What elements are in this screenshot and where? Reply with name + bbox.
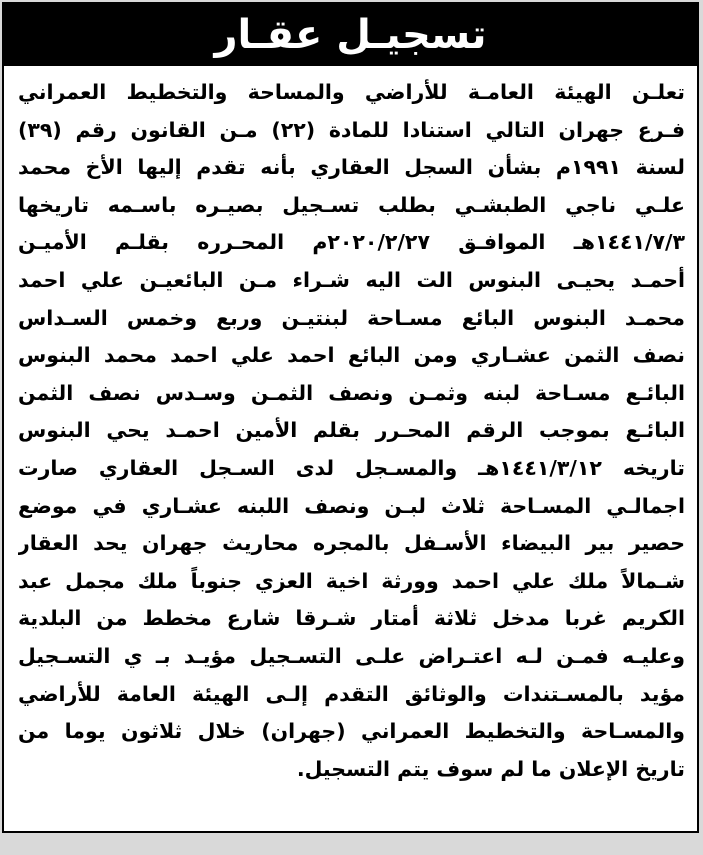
notice-line: لسنة ١٩٩١م بشأن السجل العقاري بأنه تقدم إليها الأخ محمد (18, 155, 685, 180)
notice-line: فـرع جهران التالي استنادا للمادة (٢٢) مـن القانون رقم (٣٩) (18, 117, 685, 142)
notice-line: حصير بير البيضاء الأسـفل بالمجره محاريث جهران يحد العقار (18, 531, 685, 556)
notice-line: البائـع مسـاحة لبنه وثمـن ونصف الثمـن وسـدس نصف الثمن (18, 380, 685, 405)
notice-line: البائـع بموجب الرقم المحـرر بقلم الأمين احمـد يحي البنوس (18, 418, 685, 443)
notice-line: شـمالاً ملك علي احمد وورثة اخية العزي جنوباً ملك مجمل عبد (18, 568, 685, 593)
notice-title: تسجيـل عقـار (214, 12, 487, 58)
notice-line: اجمالـي المسـاحة ثلاث لبـن ونصف اللبنه عشـاري في موضع (18, 493, 685, 518)
notice-line: الكريم غربا مدخل ثلاثة أمتار شـرقا شارع مخطط من البلدية (18, 606, 685, 631)
notice-line: ١٤٤١/٧/٣هـ الموافـق ٢٠٢٠/٢/٢٧م المحـرره بقلـم الأميـن (18, 230, 685, 255)
notice-header (4, 4, 697, 66)
notice-line: تاريخه ١٤٤١/٣/١٢هـ والمسـجل لدى السـجل العقاري صارت (18, 455, 685, 480)
notice-line: محمـد البنوس البائع مسـاحة لبنتيـن وربع وخمس السـداس (18, 305, 685, 330)
notice-line: مؤيد بالمسـتندات والوثائق التقدم إلـى الهيئة العامة للأراضي (18, 681, 685, 706)
notice-line: تاريخ الإعلان ما لم سوف يتم التسجيل. (296, 756, 685, 781)
notice-line: نصف الثمن عشـاري ومن البائع احمد علي احمد محمد البنوس (18, 343, 685, 368)
notice-line: علـي ناجي الطبشـي بطلب تسـجيل بصيـره باسـمه تاريخها (18, 192, 685, 217)
notice-line: تعلـن الهيئة العامـة للأراضي والمساحة والتخطيط العمراني (18, 80, 685, 104)
notice-line: أحمـد يحيـى البنوس الت اليه شـراء مـن البائعيـن علي احمد (18, 267, 685, 292)
page-bottom-strip (0, 836, 703, 855)
notice-body (18, 74, 685, 788)
notice-line: وعليـه فمـن لـه اعتـراض علـى التسـجيل مؤيـد بـ ي التسـجيل (18, 643, 685, 668)
notice-box (2, 2, 699, 833)
notice-line: والمسـاحة والتخطيط العمراني (جهران) خلال ثلاثون يوما من (18, 719, 685, 744)
